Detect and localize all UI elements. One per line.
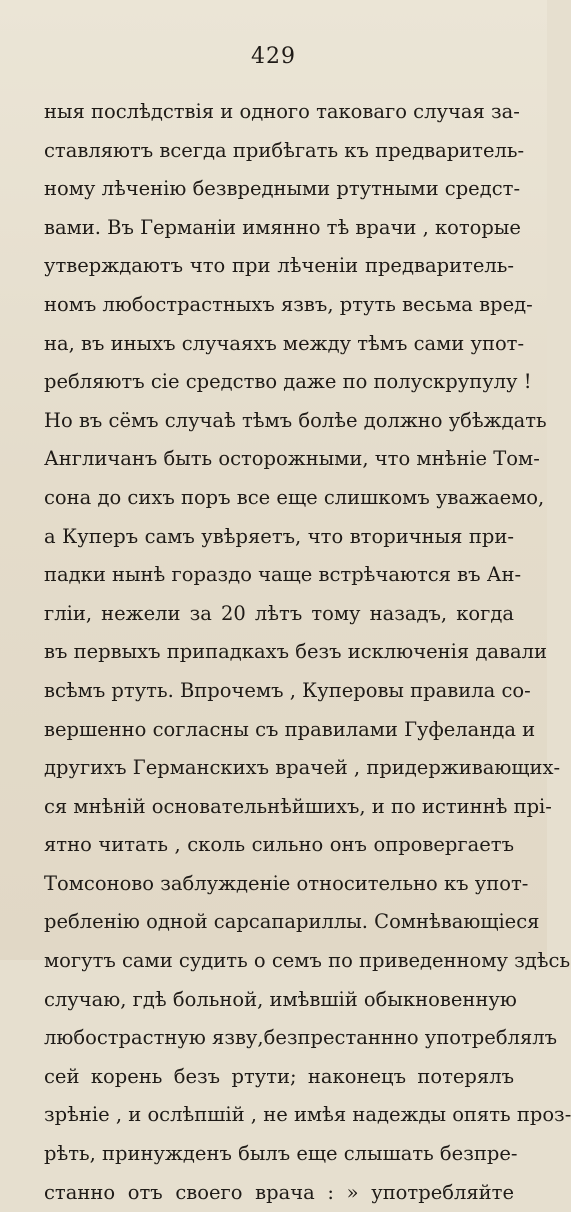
text-line: сона до сихъ поръ все еще слишкомъ уважаемо, [44,485,545,509]
text-line: ребленію одной сарсапариллы. Сомнѣвающіеся [44,910,540,934]
text-line: всѣмъ ртуть. Впрочемъ , Куперовы правила со- [44,678,531,702]
text-line: любострастную язву,безпрестаннно употреблялъ [44,1026,558,1050]
text-line: другихъ Германскихъ врачей , придерживающих- [44,756,561,780]
text-line: зрѣніе , и ослѣпшій , не имѣя надежды опять проз- [44,1103,571,1127]
text-line: случаю, гдѣ больной, имѣвшій обыкновенную [44,987,517,1011]
text-line: вами. Въ Германіи имянно тѣ врачи , которые [44,215,521,239]
text-line: Томсоново заблужденіе относительно къ упот- [44,871,529,895]
body-text [44,93,571,1212]
text-line: гліи, нежели за 20 лѣтъ тому назадъ, когда [44,601,514,625]
text-line: на, въ иныхъ случаяхъ между тѣмъ сами упот- [44,331,525,355]
text-line: ныя послѣдствія и одного таковаго случая за- [44,100,520,123]
text-line: ставляютъ всегда прибѣгать къ предваритель- [44,138,525,162]
text-line: въ первыхъ припадкахъ безъ исключенія давали [44,640,548,664]
text-line: сей корень безъ ртути; наконецъ потерялъ [44,1064,514,1088]
text-line: падки нынѣ гораздо чаще встрѣчаются въ Ан- [44,563,522,587]
text-line: Но въ сёмъ случаѣ тѣмъ болѣе должно убѣждать [44,408,547,432]
text-line: утверждаютъ что при лѣченіи предваритель- [44,254,514,278]
text-line: ребляютъ сіе средство даже по полускрупулу ! [44,370,532,394]
text-line: рѣть, принужденъ былъ еще слышать безпре- [44,1142,518,1166]
text-line: ся мнѣній основательнѣйшихъ, и по истиннѣ прі- [44,794,552,818]
page-number: 429 [251,44,296,69]
text-line: Англичанъ быть осторожными, что мнѣніе Том- [44,447,540,471]
text-line: станно отъ своего врача : » употребляйте [44,1180,514,1204]
text-line: вершенно согласны съ правилами Гуфеланда и [44,717,536,741]
text-line: номъ любострастныхъ язвъ, ртуть весьма вред- [44,292,533,316]
text-line: ятно читать , сколь сильно онъ опровергаетъ [44,833,514,857]
text-line: ному лѣченію безвредными ртутными средст- [44,177,521,201]
text-line: а Куперъ самъ увѣряетъ, что вторичныя при- [44,524,514,548]
text-line: могутъ сами судить о семъ по приведенному здѣсь [44,949,571,973]
